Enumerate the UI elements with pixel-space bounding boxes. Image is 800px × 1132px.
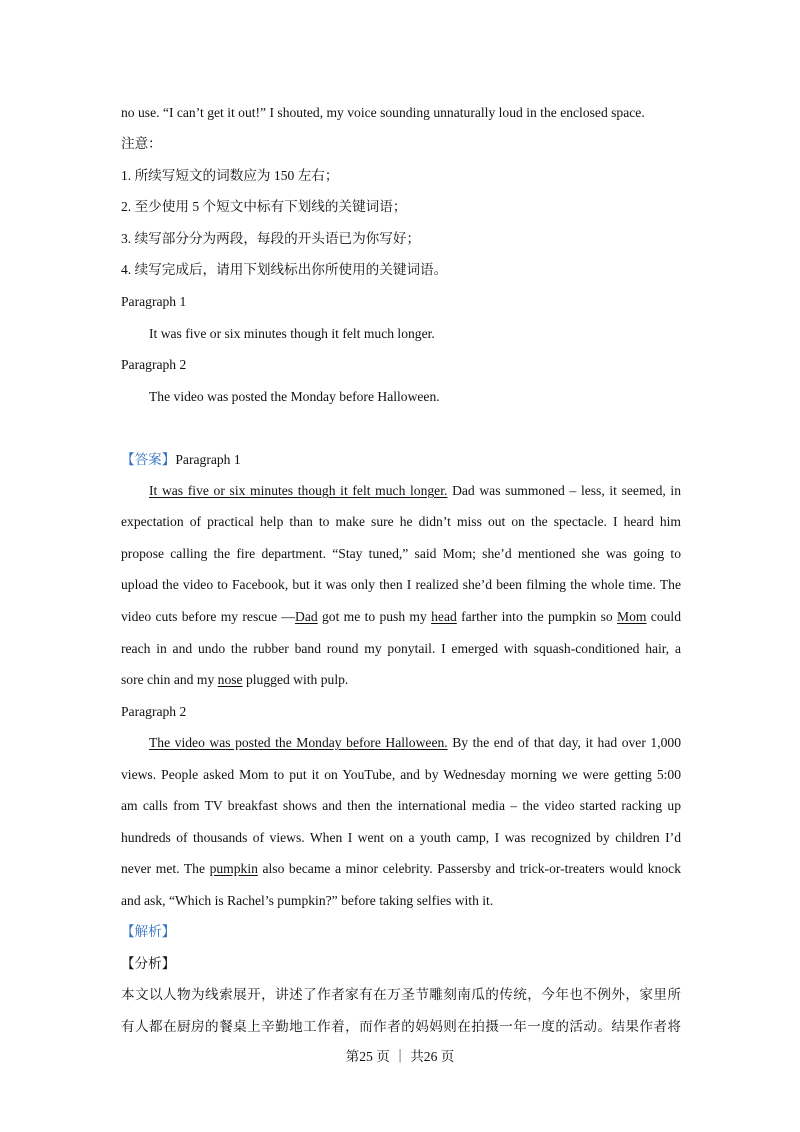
answer-p1-line-4: upload the video to Facebook, but it was only then I realized she’d been filming the whole time. The bbox=[121, 577, 681, 592]
answer-p2-line-6: and ask, “Which is Rachel’s pumpkin?” before taking selfies with it. bbox=[121, 893, 494, 908]
analysis-line-2: 有人都在厨房的餐桌上辛勤地工作着，而作者的妈妈则在拍摄一年一度的活动。结果作者将 bbox=[121, 1019, 681, 1034]
keyword-mom: Mom bbox=[617, 609, 647, 624]
question-paragraph-2-label: Paragraph 2 bbox=[121, 357, 187, 372]
answer-p2-line-5: never met. The pumpkin also became a minor celebrity. Passersby and trick-or-treaters would knock bbox=[121, 861, 681, 876]
note-1: 1. 所续写短文的词数应为 150 左右； bbox=[121, 168, 339, 183]
note-2: 2. 至少使用 5 个短文中标有下划线的关键词语； bbox=[121, 199, 407, 214]
answer-p2-line-3: am calls from TV breakfast shows and then the international media – the video started racking up bbox=[121, 798, 681, 813]
page-number-footer: 第25 页 ｜ 共26 页 bbox=[345, 1049, 455, 1064]
answer-p1-line-2: expectation of practical help than to make sure he didn’t miss out on the spectacle. I heard him bbox=[121, 514, 681, 529]
analysis-subheading: 【分析】 bbox=[121, 956, 176, 971]
note-4: 4. 续写完成后，请用下划线标出你所使用的关键词语。 bbox=[121, 262, 448, 277]
answer-p2-line-2: views. People asked Mom to put it on YouTube, and by Wednesday morning we were getting 5:00 bbox=[121, 767, 681, 782]
question-lead: no use. “I can’t get it out!” I shouted, my voice sounding unnaturally loud in the enclosed space. bbox=[121, 105, 645, 120]
question-paragraph-1-label: Paragraph 1 bbox=[121, 294, 187, 309]
notes-heading: 注意： bbox=[121, 136, 162, 151]
analysis-line-1: 本文以人物为线索展开，讲述了作者家有在万圣节雕刻南瓜的传统，今年也不例外，家里所 bbox=[121, 987, 681, 1002]
answer-p1-line-1: It was five or six minutes though it felt much longer. Dad was summoned – less, it seemed, in bbox=[149, 483, 681, 498]
note-3: 3. 续写部分分为两段，每段的开头语已为你写好； bbox=[121, 231, 421, 246]
underlined-opening: It was five or six minutes though it felt much longer. bbox=[149, 483, 448, 498]
answer-p2-line-1: The video was posted the Monday before Halloween. By the end of that day, it had over 1,000 bbox=[149, 735, 681, 750]
question-paragraph-1-start: It was five or six minutes though it felt much longer. bbox=[149, 326, 435, 341]
answer-paragraph-2-label: Paragraph 2 bbox=[121, 704, 187, 719]
answer-p1-line-5: video cuts before my rescue —Dad got me to push my head farther into the pumpkin so Mom could bbox=[121, 609, 681, 624]
keyword-pumpkin: pumpkin bbox=[209, 861, 258, 876]
answer-heading bbox=[121, 452, 681, 468]
answer-paragraph-1-label: Paragraph 1 bbox=[175, 452, 241, 467]
answer-p1-line-3: propose calling the fire department. “Stay tuned,” said Mom; she’d mentioned she was going to bbox=[121, 546, 681, 561]
keyword-dad: Dad bbox=[295, 609, 318, 624]
question-paragraph-2-start: The video was posted the Monday before Halloween. bbox=[149, 389, 440, 404]
answer-p1-line-7: sore chin and my nose plugged with pulp. bbox=[121, 672, 349, 687]
keyword-nose: nose bbox=[217, 672, 243, 687]
underlined-opening: The video was posted the Monday before Halloween. bbox=[149, 735, 448, 750]
keyword-head: head bbox=[431, 609, 457, 624]
answer-p2-line-4: hundreds of thousands of views. When I went on a youth camp, I was recognized by children I’d bbox=[121, 830, 681, 845]
answer-p1-line-6: reach in and undo the rubber band round my ponytail. I emerged with squash-conditioned hair, a bbox=[121, 641, 681, 656]
answer-tag: 【答案】 bbox=[121, 452, 176, 467]
analysis-tag: 【解析】 bbox=[121, 924, 176, 939]
